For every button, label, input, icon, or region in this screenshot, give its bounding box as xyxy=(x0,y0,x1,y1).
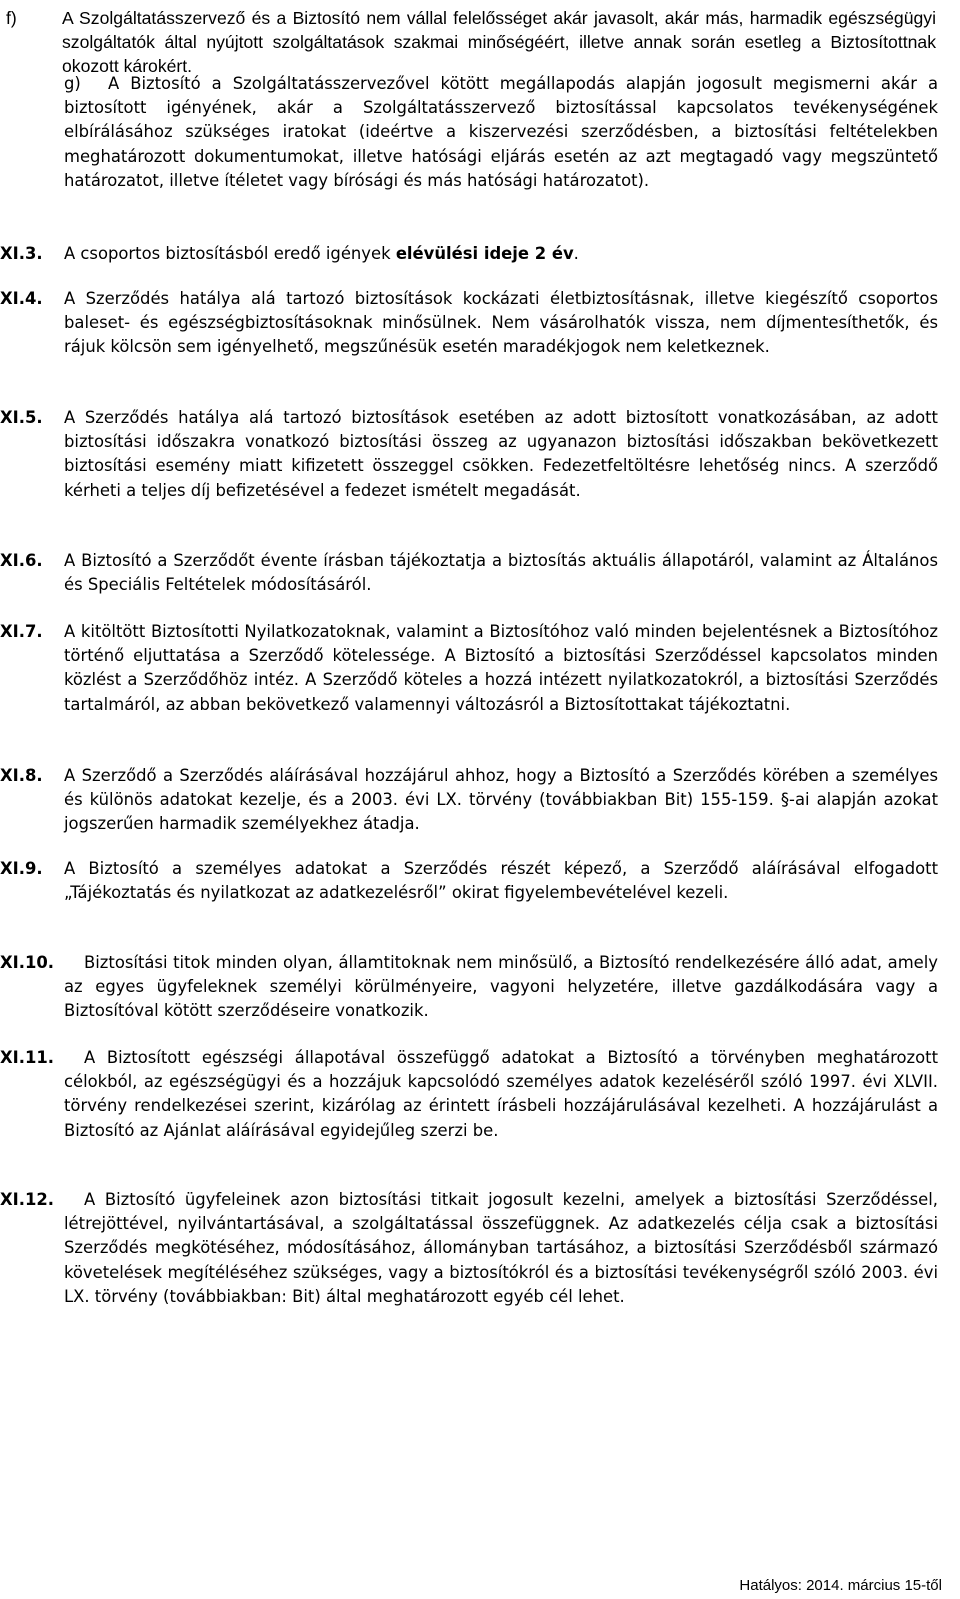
item-xi6 xyxy=(0,549,938,597)
text-bold: elévülési ideje 2 év xyxy=(395,244,574,263)
item-label: XI.4. xyxy=(0,289,43,308)
item-xi8 xyxy=(0,764,938,837)
text-after: . xyxy=(573,244,579,263)
item-text: A kitöltött Biztosítotti Nyilatkozatoknak, valamint a Biztosítóhoz való minden bejelentésnek a Biztosítóhoz történő eljuttatása a Szerződő kötelessége. A Biztosító a biztosítási Szerződéssel kapcsolatos minden közlést a Szerződőhöz intéz. A Szerződő köteles a hozzá intézett nyilatkozatokról, a biztosítási Szerződés tartalmáról, az abban bekövetkező valamennyi változásról a Biztosítottakat tájékoztatni. xyxy=(64,622,938,714)
item-label: f) xyxy=(6,8,17,28)
item-text: A Biztosító a Szolgáltatásszervezővel kötött megállapodás alapján jogosult megismerni akár a biztosított igényének, akár a Szolgáltatásszervező biztosítással kapcsolatos tevékenységének elbírálásához szükséges iratokat (ideértve a kiszervezési szerződésben, a biztosítási feltételekben meghatározott dokumentumokat, illetve hatósági eljárás esetén az azt megtagadó vagy megszüntető határozatot, illetve ítéletet vagy bírósági és más hatósági határozatot). xyxy=(64,74,938,190)
item-label: XI.5. xyxy=(0,408,43,427)
item-text: Biztosítási titok minden olyan, államtitoknak nem minősülő, a Biztosító rendelkezésére álló adat, amely az egyes ügyfeleknek személyi körülményeire, vagyoni helyzetére, illetve gazdálkodására vagy a Biztosítóval kötött szerződéseire vonatkozik. xyxy=(64,953,938,1021)
item-label: g) xyxy=(64,74,81,93)
item-label: XI.10. xyxy=(0,953,54,972)
item-text: A Biztosító a személyes adatokat a Szerződés részét képező, a Szerződő aláírásával elfogadott „Tájékoztatás és nyilatkozat az adatkezelésről” okirat figyelembevételével kezeli. xyxy=(64,859,938,903)
item-label: XI.9. xyxy=(0,859,43,878)
item-f xyxy=(0,6,936,78)
item-text xyxy=(64,242,938,266)
item-xi3 xyxy=(0,242,938,266)
item-label: XI.6. xyxy=(0,551,43,570)
item-xi10 xyxy=(0,951,938,1024)
item-text: A Biztosító a Szerződőt évente írásban tájékoztatja a biztosítás aktuális állapotáról, valamint az Általános és Speciális Feltételek módosításáról. xyxy=(64,551,938,595)
page-footer: Hatályos: 2014. március 15-től xyxy=(739,1577,942,1594)
item-text: A Szerződés hatálya alá tartozó biztosítások kockázati életbiztosításnak, illetve kiegészítő csoportos baleset- és egészségbiztosításoknak minősülnek. Nem vásárolhatók vissza, nem díjmentesíthetők, és rájuk kölcsön sem igényelhető, megszűnésük esetén maradékjogok nem keletkeznek. xyxy=(64,289,938,357)
item-xi9 xyxy=(0,857,938,905)
text-before: A csoportos biztosításból eredő igények xyxy=(64,244,396,263)
item-text: A Szerződés hatálya alá tartozó biztosítások esetében az adott biztosított vonatkozásában, az adott biztosítási időszakra vonatkozó biztosítási összeg az ugyanazon biztosítási időszakban bekövetkezett biztosítási esemény miatt kifizetett összeggel csökken. Fedezetfeltöltésre lehetőség nincs. A szerződő kérheti a teljes díj befizetésével a fedezet ismételt megadását. xyxy=(64,408,938,500)
item-text: A Biztosított egészségi állapotával összefüggő adatokat a Biztosító a törvényben meghatározott célokból, az egészségügyi és a hozzájuk kapcsolódó személyes adatok kezeléséről szóló 1997. évi XLVII. törvény rendelkezései szerint, kizárólag az érintett írásbeli hozzájárulásával kezelheti. A hozzájárulást a Biztosító az Ajánlat aláírásával egyidejűleg szerzi be. xyxy=(64,1048,938,1140)
item-xi12 xyxy=(0,1188,938,1309)
item-label: XI.11. xyxy=(0,1048,54,1067)
item-label: XI.3. xyxy=(0,244,43,263)
item-xi11 xyxy=(0,1046,938,1143)
item-xi5 xyxy=(0,406,938,503)
item-text: A Szerződő a Szerződés aláírásával hozzájárul ahhoz, hogy a Biztosító a Szerződés körében a személyes és különös adatokat kezelje, és a 2003. évi LX. törvény (továbbiakban Bit) 155-159. §-ai alapján azokat jogszerűen harmadik személyekhez átadja. xyxy=(64,766,938,834)
item-xi7 xyxy=(0,620,938,717)
item-g xyxy=(0,72,938,193)
item-xi4 xyxy=(0,287,938,360)
item-text: A Szolgáltatásszervező és a Biztosító nem vállal felelősséget akár javasolt, akár más, harmadik egészségügyi szolgáltatók által nyújtott szolgáltatások szakmai minőségéért, illetve annak során esetleg a Biztosítottnak okozott károkért. xyxy=(62,8,936,76)
item-label: XI.8. xyxy=(0,766,43,785)
item-text: A Biztosító ügyfeleinek azon biztosítási titkait jogosult kezelni, amelyek a biztosítási Szerződéssel, létrejöttével, nyilvántartásával, a szolgáltatással összefüggnek. Az adatkezelés célja csak a biztosítási Szerződés megkötéséhez, módosításához, állományban tartásához, a biztosítási Szerződésből származó követelések megítéléséhez szükséges, vagy a biztosítókról és a biztosítási tevékenységről szóló 2003. évi LX. törvény (továbbiakban: Bit) által meghatározott egyéb cél lehet. xyxy=(64,1190,938,1306)
item-label: XI.12. xyxy=(0,1190,54,1209)
item-label: XI.7. xyxy=(0,622,43,641)
